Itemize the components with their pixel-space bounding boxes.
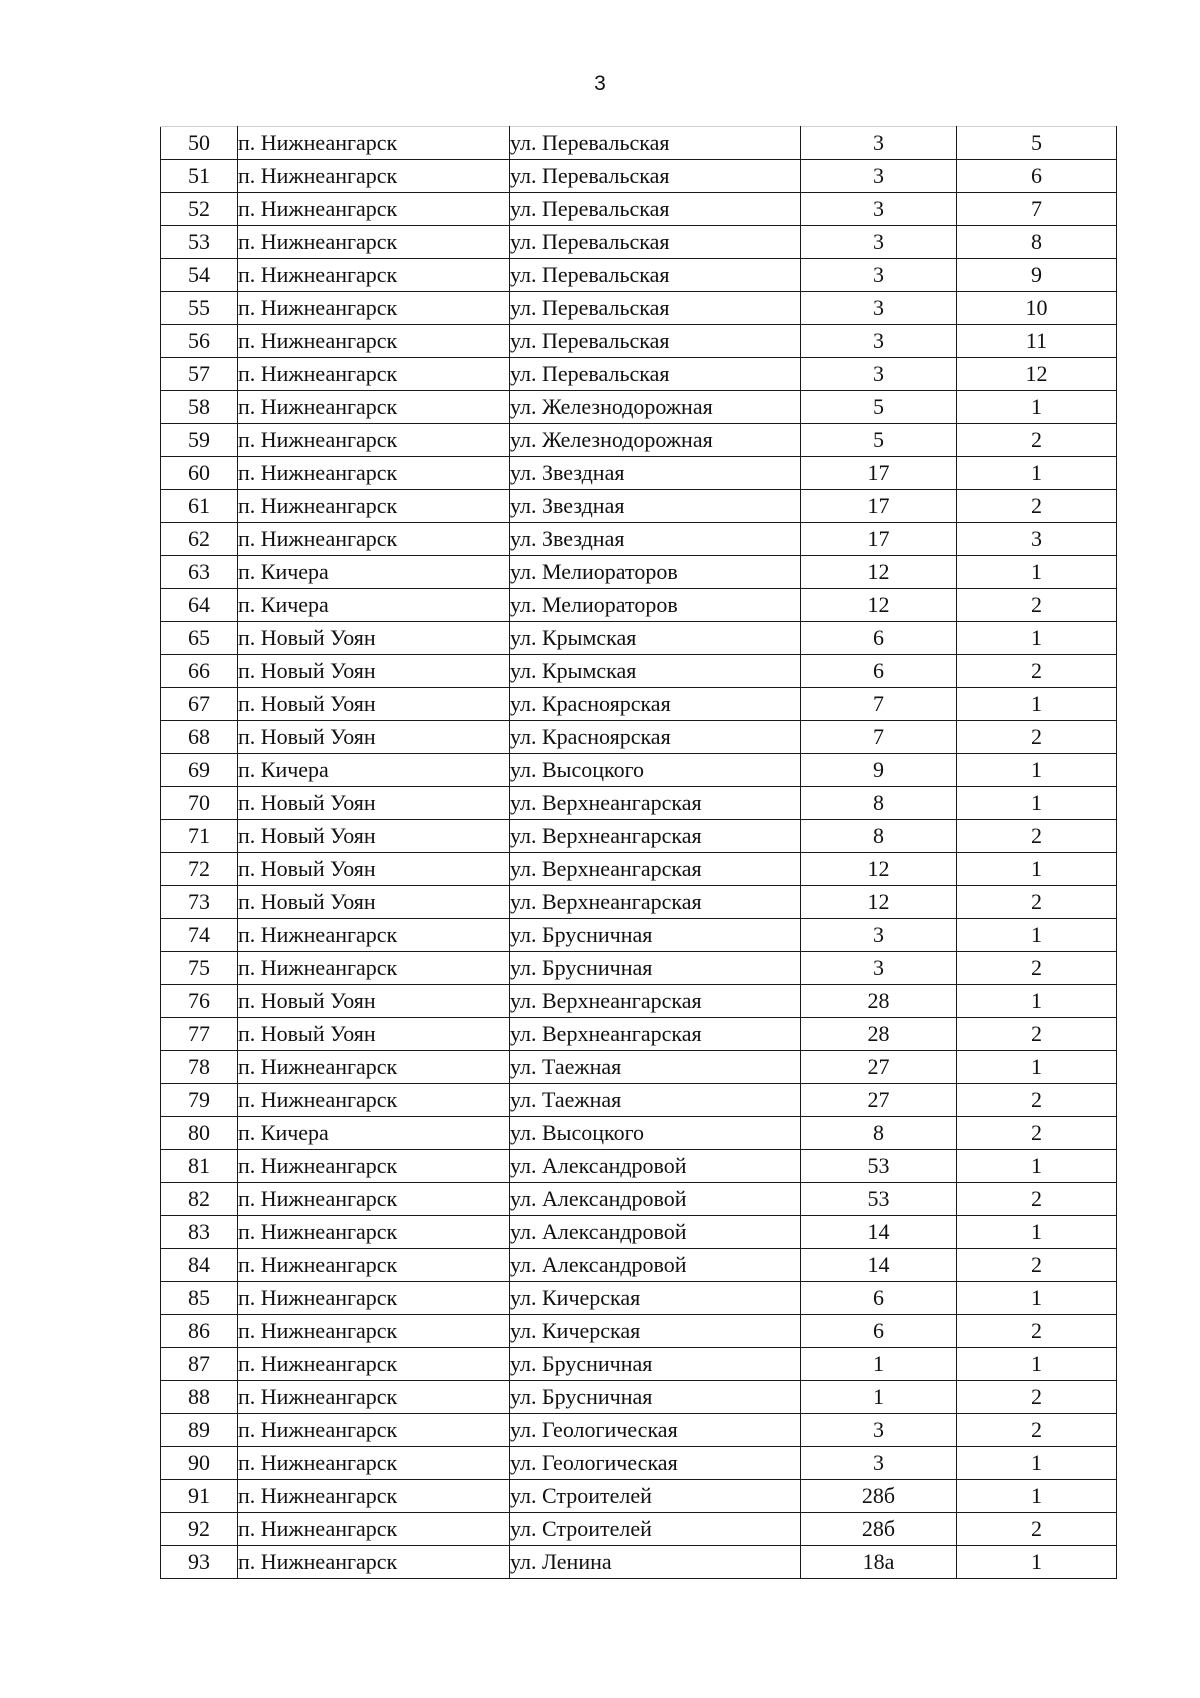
settlement-cell: п. Нижнеангарск bbox=[238, 1249, 510, 1282]
table-row bbox=[161, 1018, 1117, 1051]
house-number-cell: 53 bbox=[801, 1150, 957, 1183]
settlement-cell: п. Новый Уоян bbox=[238, 721, 510, 754]
settlement-cell: п. Новый Уоян bbox=[238, 820, 510, 853]
row-number-cell: 89 bbox=[161, 1414, 238, 1447]
street-cell: ул. Верхнеангарская bbox=[510, 820, 801, 853]
row-number-cell: 57 bbox=[161, 358, 238, 391]
row-number-cell: 76 bbox=[161, 985, 238, 1018]
settlement-cell: п. Нижнеангарск bbox=[238, 1282, 510, 1315]
apartment-number-cell: 1 bbox=[957, 754, 1117, 787]
row-number-cell: 62 bbox=[161, 523, 238, 556]
table-row bbox=[161, 721, 1117, 754]
house-number-cell: 3 bbox=[801, 952, 957, 985]
house-number-cell: 28б bbox=[801, 1480, 957, 1513]
settlement-cell: п. Новый Уоян bbox=[238, 853, 510, 886]
house-number-cell: 12 bbox=[801, 589, 957, 622]
table-row bbox=[161, 1414, 1117, 1447]
row-number-cell: 68 bbox=[161, 721, 238, 754]
street-cell: ул. Высоцкого bbox=[510, 1117, 801, 1150]
house-number-cell: 3 bbox=[801, 193, 957, 226]
address-table bbox=[160, 126, 1117, 1579]
table-row bbox=[161, 589, 1117, 622]
apartment-number-cell: 1 bbox=[957, 688, 1117, 721]
table-row bbox=[161, 490, 1117, 523]
apartment-number-cell: 2 bbox=[957, 721, 1117, 754]
row-number-cell: 53 bbox=[161, 226, 238, 259]
house-number-cell: 12 bbox=[801, 886, 957, 919]
row-number-cell: 81 bbox=[161, 1150, 238, 1183]
settlement-cell: п. Нижнеангарск bbox=[238, 424, 510, 457]
table-row bbox=[161, 1249, 1117, 1282]
row-number-cell: 82 bbox=[161, 1183, 238, 1216]
street-cell: ул. Звездная bbox=[510, 490, 801, 523]
row-number-cell: 86 bbox=[161, 1315, 238, 1348]
house-number-cell: 28 bbox=[801, 1018, 957, 1051]
street-cell: ул. Перевальская bbox=[510, 259, 801, 292]
house-number-cell: 1 bbox=[801, 1381, 957, 1414]
row-number-cell: 83 bbox=[161, 1216, 238, 1249]
table-row bbox=[161, 1513, 1117, 1546]
apartment-number-cell: 10 bbox=[957, 292, 1117, 325]
apartment-number-cell: 1 bbox=[957, 391, 1117, 424]
settlement-cell: п. Нижнеангарск bbox=[238, 1315, 510, 1348]
table-row bbox=[161, 127, 1117, 160]
settlement-cell: п. Новый Уоян bbox=[238, 886, 510, 919]
house-number-cell: 17 bbox=[801, 457, 957, 490]
house-number-cell: 8 bbox=[801, 820, 957, 853]
settlement-cell: п. Нижнеангарск bbox=[238, 523, 510, 556]
street-cell: ул. Верхнеангарская bbox=[510, 985, 801, 1018]
apartment-number-cell: 1 bbox=[957, 1546, 1117, 1579]
house-number-cell: 18а bbox=[801, 1546, 957, 1579]
row-number-cell: 80 bbox=[161, 1117, 238, 1150]
table-row bbox=[161, 226, 1117, 259]
apartment-number-cell: 1 bbox=[957, 1150, 1117, 1183]
settlement-cell: п. Нижнеангарск bbox=[238, 1183, 510, 1216]
house-number-cell: 27 bbox=[801, 1084, 957, 1117]
apartment-number-cell: 1 bbox=[957, 556, 1117, 589]
street-cell: ул. Красноярская bbox=[510, 688, 801, 721]
settlement-cell: п. Нижнеангарск bbox=[238, 952, 510, 985]
apartment-number-cell: 1 bbox=[957, 1348, 1117, 1381]
house-number-cell: 14 bbox=[801, 1216, 957, 1249]
apartment-number-cell: 2 bbox=[957, 952, 1117, 985]
apartment-number-cell: 1 bbox=[957, 1480, 1117, 1513]
street-cell: ул. Кичерская bbox=[510, 1282, 801, 1315]
row-number-cell: 67 bbox=[161, 688, 238, 721]
street-cell: ул. Геологическая bbox=[510, 1414, 801, 1447]
settlement-cell: п. Нижнеангарск bbox=[238, 325, 510, 358]
row-number-cell: 63 bbox=[161, 556, 238, 589]
house-number-cell: 53 bbox=[801, 1183, 957, 1216]
row-number-cell: 71 bbox=[161, 820, 238, 853]
street-cell: ул. Таежная bbox=[510, 1084, 801, 1117]
row-number-cell: 84 bbox=[161, 1249, 238, 1282]
house-number-cell: 27 bbox=[801, 1051, 957, 1084]
apartment-number-cell: 2 bbox=[957, 1018, 1117, 1051]
table-row bbox=[161, 1480, 1117, 1513]
apartment-number-cell: 2 bbox=[957, 589, 1117, 622]
table-row bbox=[161, 919, 1117, 952]
row-number-cell: 87 bbox=[161, 1348, 238, 1381]
table-row bbox=[161, 1084, 1117, 1117]
street-cell: ул. Перевальская bbox=[510, 127, 801, 160]
apartment-number-cell: 1 bbox=[957, 457, 1117, 490]
street-cell: ул. Перевальская bbox=[510, 226, 801, 259]
house-number-cell: 8 bbox=[801, 787, 957, 820]
house-number-cell: 12 bbox=[801, 556, 957, 589]
row-number-cell: 91 bbox=[161, 1480, 238, 1513]
settlement-cell: п. Нижнеангарск bbox=[238, 1480, 510, 1513]
table-row bbox=[161, 193, 1117, 226]
street-cell: ул. Перевальская bbox=[510, 358, 801, 391]
row-number-cell: 50 bbox=[161, 127, 238, 160]
apartment-number-cell: 1 bbox=[957, 1216, 1117, 1249]
settlement-cell: п. Нижнеангарск bbox=[238, 1546, 510, 1579]
table-row bbox=[161, 1381, 1117, 1414]
row-number-cell: 55 bbox=[161, 292, 238, 325]
apartment-number-cell: 1 bbox=[957, 1051, 1117, 1084]
street-cell: ул. Красноярская bbox=[510, 721, 801, 754]
apartment-number-cell: 2 bbox=[957, 1414, 1117, 1447]
apartment-number-cell: 2 bbox=[957, 1084, 1117, 1117]
table-row bbox=[161, 358, 1117, 391]
settlement-cell: п. Новый Уоян bbox=[238, 622, 510, 655]
house-number-cell: 3 bbox=[801, 160, 957, 193]
house-number-cell: 17 bbox=[801, 523, 957, 556]
table-row bbox=[161, 1051, 1117, 1084]
settlement-cell: п. Нижнеангарск bbox=[238, 1414, 510, 1447]
table-row bbox=[161, 1447, 1117, 1480]
street-cell: ул. Александровой bbox=[510, 1183, 801, 1216]
street-cell: ул. Брусничная bbox=[510, 952, 801, 985]
settlement-cell: п. Нижнеангарск bbox=[238, 919, 510, 952]
settlement-cell: п. Нижнеангарск bbox=[238, 391, 510, 424]
street-cell: ул. Перевальская bbox=[510, 325, 801, 358]
apartment-number-cell: 2 bbox=[957, 886, 1117, 919]
street-cell: ул. Мелиораторов bbox=[510, 589, 801, 622]
page-number: 3 bbox=[594, 72, 606, 95]
apartment-number-cell: 2 bbox=[957, 1117, 1117, 1150]
settlement-cell: п. Новый Уоян bbox=[238, 985, 510, 1018]
street-cell: ул. Верхнеангарская bbox=[510, 853, 801, 886]
apartment-number-cell: 7 bbox=[957, 193, 1117, 226]
house-number-cell: 3 bbox=[801, 226, 957, 259]
table-row bbox=[161, 1546, 1117, 1579]
settlement-cell: п. Нижнеангарск bbox=[238, 457, 510, 490]
table-row bbox=[161, 160, 1117, 193]
row-number-cell: 72 bbox=[161, 853, 238, 886]
row-number-cell: 79 bbox=[161, 1084, 238, 1117]
table-row bbox=[161, 853, 1117, 886]
settlement-cell: п. Кичера bbox=[238, 754, 510, 787]
row-number-cell: 88 bbox=[161, 1381, 238, 1414]
house-number-cell: 28б bbox=[801, 1513, 957, 1546]
row-number-cell: 77 bbox=[161, 1018, 238, 1051]
table-row bbox=[161, 1150, 1117, 1183]
row-number-cell: 85 bbox=[161, 1282, 238, 1315]
apartment-number-cell: 6 bbox=[957, 160, 1117, 193]
house-number-cell: 6 bbox=[801, 655, 957, 688]
settlement-cell: п. Новый Уоян bbox=[238, 1018, 510, 1051]
street-cell: ул. Ленина bbox=[510, 1546, 801, 1579]
street-cell: ул. Таежная bbox=[510, 1051, 801, 1084]
street-cell: ул. Александровой bbox=[510, 1249, 801, 1282]
settlement-cell: п. Нижнеангарск bbox=[238, 1447, 510, 1480]
apartment-number-cell: 2 bbox=[957, 490, 1117, 523]
table-row bbox=[161, 787, 1117, 820]
row-number-cell: 65 bbox=[161, 622, 238, 655]
row-number-cell: 66 bbox=[161, 655, 238, 688]
row-number-cell: 78 bbox=[161, 1051, 238, 1084]
table-row bbox=[161, 391, 1117, 424]
house-number-cell: 3 bbox=[801, 127, 957, 160]
house-number-cell: 8 bbox=[801, 1117, 957, 1150]
apartment-number-cell: 2 bbox=[957, 820, 1117, 853]
apartment-number-cell: 1 bbox=[957, 1447, 1117, 1480]
apartment-number-cell: 9 bbox=[957, 259, 1117, 292]
house-number-cell: 3 bbox=[801, 1414, 957, 1447]
table-row bbox=[161, 292, 1117, 325]
street-cell: ул. Железнодорожная bbox=[510, 424, 801, 457]
house-number-cell: 9 bbox=[801, 754, 957, 787]
house-number-cell: 3 bbox=[801, 325, 957, 358]
table-row bbox=[161, 457, 1117, 490]
apartment-number-cell: 1 bbox=[957, 1282, 1117, 1315]
house-number-cell: 7 bbox=[801, 688, 957, 721]
apartment-number-cell: 2 bbox=[957, 1315, 1117, 1348]
apartment-number-cell: 1 bbox=[957, 853, 1117, 886]
house-number-cell: 1 bbox=[801, 1348, 957, 1381]
house-number-cell: 5 bbox=[801, 424, 957, 457]
apartment-number-cell: 2 bbox=[957, 1249, 1117, 1282]
house-number-cell: 3 bbox=[801, 358, 957, 391]
settlement-cell: п. Новый Уоян bbox=[238, 787, 510, 820]
row-number-cell: 52 bbox=[161, 193, 238, 226]
apartment-number-cell: 1 bbox=[957, 985, 1117, 1018]
table-row bbox=[161, 622, 1117, 655]
row-number-cell: 61 bbox=[161, 490, 238, 523]
settlement-cell: п. Нижнеангарск bbox=[238, 127, 510, 160]
table-row bbox=[161, 556, 1117, 589]
street-cell: ул. Звездная bbox=[510, 523, 801, 556]
street-cell: ул. Верхнеангарская bbox=[510, 787, 801, 820]
apartment-number-cell: 2 bbox=[957, 1183, 1117, 1216]
house-number-cell: 6 bbox=[801, 1282, 957, 1315]
street-cell: ул. Железнодорожная bbox=[510, 391, 801, 424]
settlement-cell: п. Нижнеангарск bbox=[238, 292, 510, 325]
row-number-cell: 58 bbox=[161, 391, 238, 424]
street-cell: ул. Звездная bbox=[510, 457, 801, 490]
settlement-cell: п. Нижнеангарск bbox=[238, 1150, 510, 1183]
table-row bbox=[161, 424, 1117, 457]
apartment-number-cell: 8 bbox=[957, 226, 1117, 259]
street-cell: ул. Верхнеангарская bbox=[510, 886, 801, 919]
house-number-cell: 3 bbox=[801, 919, 957, 952]
table-row bbox=[161, 1216, 1117, 1249]
apartment-number-cell: 12 bbox=[957, 358, 1117, 391]
house-number-cell: 12 bbox=[801, 853, 957, 886]
table-row bbox=[161, 886, 1117, 919]
settlement-cell: п. Кичера bbox=[238, 556, 510, 589]
row-number-cell: 75 bbox=[161, 952, 238, 985]
settlement-cell: п. Нижнеангарск bbox=[238, 1381, 510, 1414]
street-cell: ул. Александровой bbox=[510, 1150, 801, 1183]
apartment-number-cell: 1 bbox=[957, 622, 1117, 655]
house-number-cell: 3 bbox=[801, 1447, 957, 1480]
table-row bbox=[161, 325, 1117, 358]
table-row bbox=[161, 655, 1117, 688]
row-number-cell: 70 bbox=[161, 787, 238, 820]
settlement-cell: п. Нижнеангарск bbox=[238, 358, 510, 391]
row-number-cell: 90 bbox=[161, 1447, 238, 1480]
table-row bbox=[161, 1315, 1117, 1348]
house-number-cell: 5 bbox=[801, 391, 957, 424]
settlement-cell: п. Новый Уоян bbox=[238, 688, 510, 721]
row-number-cell: 56 bbox=[161, 325, 238, 358]
table-row bbox=[161, 523, 1117, 556]
row-number-cell: 51 bbox=[161, 160, 238, 193]
table-row bbox=[161, 1282, 1117, 1315]
row-number-cell: 73 bbox=[161, 886, 238, 919]
apartment-number-cell: 1 bbox=[957, 919, 1117, 952]
settlement-cell: п. Нижнеангарск bbox=[238, 1084, 510, 1117]
house-number-cell: 3 bbox=[801, 292, 957, 325]
street-cell: ул. Перевальская bbox=[510, 292, 801, 325]
settlement-cell: п. Нижнеангарск bbox=[238, 1216, 510, 1249]
row-number-cell: 59 bbox=[161, 424, 238, 457]
street-cell: ул. Строителей bbox=[510, 1513, 801, 1546]
table-row bbox=[161, 259, 1117, 292]
table-row bbox=[161, 1183, 1117, 1216]
street-cell: ул. Александровой bbox=[510, 1216, 801, 1249]
settlement-cell: п. Кичера bbox=[238, 589, 510, 622]
street-cell: ул. Кичерская bbox=[510, 1315, 801, 1348]
apartment-number-cell: 3 bbox=[957, 523, 1117, 556]
table-row bbox=[161, 952, 1117, 985]
street-cell: ул. Высоцкого bbox=[510, 754, 801, 787]
house-number-cell: 3 bbox=[801, 259, 957, 292]
apartment-number-cell: 5 bbox=[957, 127, 1117, 160]
row-number-cell: 93 bbox=[161, 1546, 238, 1579]
row-number-cell: 60 bbox=[161, 457, 238, 490]
settlement-cell: п. Нижнеангарск bbox=[238, 160, 510, 193]
house-number-cell: 7 bbox=[801, 721, 957, 754]
table-row bbox=[161, 688, 1117, 721]
street-cell: ул. Перевальская bbox=[510, 193, 801, 226]
street-cell: ул. Крымская bbox=[510, 655, 801, 688]
street-cell: ул. Мелиораторов bbox=[510, 556, 801, 589]
address-table-body bbox=[161, 127, 1117, 1579]
house-number-cell: 6 bbox=[801, 1315, 957, 1348]
house-number-cell: 28 bbox=[801, 985, 957, 1018]
settlement-cell: п. Кичера bbox=[238, 1117, 510, 1150]
table-row bbox=[161, 820, 1117, 853]
table-row bbox=[161, 1348, 1117, 1381]
settlement-cell: п. Нижнеангарск bbox=[238, 490, 510, 523]
settlement-cell: п. Новый Уоян bbox=[238, 655, 510, 688]
house-number-cell: 14 bbox=[801, 1249, 957, 1282]
house-number-cell: 17 bbox=[801, 490, 957, 523]
settlement-cell: п. Нижнеангарск bbox=[238, 1348, 510, 1381]
table-row bbox=[161, 1117, 1117, 1150]
settlement-cell: п. Нижнеангарск bbox=[238, 1051, 510, 1084]
street-cell: ул. Строителей bbox=[510, 1480, 801, 1513]
street-cell: ул. Верхнеангарская bbox=[510, 1018, 801, 1051]
row-number-cell: 54 bbox=[161, 259, 238, 292]
settlement-cell: п. Нижнеангарск bbox=[238, 226, 510, 259]
apartment-number-cell: 2 bbox=[957, 1381, 1117, 1414]
street-cell: ул. Брусничная bbox=[510, 1381, 801, 1414]
apartment-number-cell: 2 bbox=[957, 424, 1117, 457]
table-row bbox=[161, 754, 1117, 787]
settlement-cell: п. Нижнеангарск bbox=[238, 1513, 510, 1546]
street-cell: ул. Крымская bbox=[510, 622, 801, 655]
row-number-cell: 69 bbox=[161, 754, 238, 787]
apartment-number-cell: 2 bbox=[957, 1513, 1117, 1546]
settlement-cell: п. Нижнеангарск bbox=[238, 259, 510, 292]
street-cell: ул. Перевальская bbox=[510, 160, 801, 193]
apartment-number-cell: 2 bbox=[957, 655, 1117, 688]
table-row bbox=[161, 985, 1117, 1018]
street-cell: ул. Геологическая bbox=[510, 1447, 801, 1480]
row-number-cell: 74 bbox=[161, 919, 238, 952]
street-cell: ул. Брусничная bbox=[510, 919, 801, 952]
street-cell: ул. Брусничная bbox=[510, 1348, 801, 1381]
apartment-number-cell: 11 bbox=[957, 325, 1117, 358]
apartment-number-cell: 1 bbox=[957, 787, 1117, 820]
house-number-cell: 6 bbox=[801, 622, 957, 655]
row-number-cell: 92 bbox=[161, 1513, 238, 1546]
settlement-cell: п. Нижнеангарск bbox=[238, 193, 510, 226]
row-number-cell: 64 bbox=[161, 589, 238, 622]
